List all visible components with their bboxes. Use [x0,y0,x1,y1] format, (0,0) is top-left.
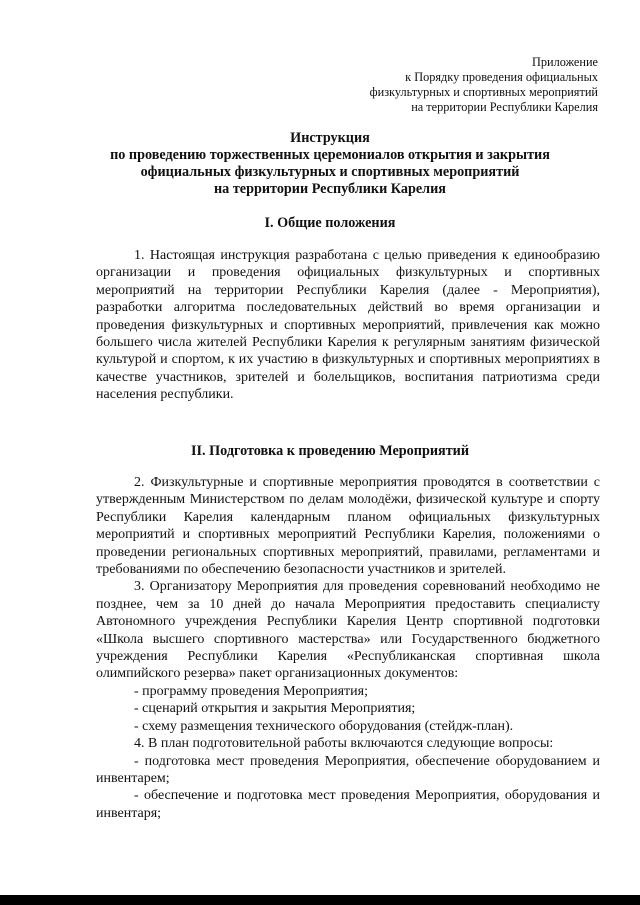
bottom-edge-bar [0,895,640,905]
appendix-line: Приложение [532,55,598,69]
section-body-general [96,247,600,404]
section-body-preparation [96,474,600,822]
paragraph-4: 4. В план подготовительной работы включаются следующие вопросы: [134,736,554,752]
appendix-note [298,55,598,115]
paragraph-3: 3. Организатору Мероприятия для проведения соревнований необходимо не позднее, чем за 10 дней до начала Мероприятия предоставить специалисту Автономного учреждения Республики Карелия Центр спортивной подготовки «Школа высшего спортивного мастерства» или Государственного бюджетного учреждения Республики Карелия «Республиканская спортивная школа олимпийского резерва» пакет организационных документов: [96,579,600,682]
list-item-preparation: - подготовка мест проведения Мероприятия, обеспечение оборудованием и инвентарем; [96,753,600,786]
paragraph-1: 1. Настоящая инструкция разработана с целью приведения к единообразию организации и проведения официальных физкультурных и спортивных мероприятий на территории Республики Карелия (далее - Мероприятия), разработки алгоритма последовательных действий во время организации и проведения физкультурных и спортивных мероприятий, привлечения как можно большего числа жителей Республики Карелия к регулярным занятиям физической культурой и спортом, к их участию в физкультурных и спортивных мероприятиях в качестве участников, зрителей и болельщиков, воспитания патриотизма среди населения республики. [96,248,600,403]
document-title [60,130,600,198]
title-line: официальных физкультурных и спортивных мероприятий [140,164,520,180]
appendix-line: к Порядку проведения официальных [405,70,598,84]
list-item-document: - схему размещения технического оборудования (стейдж-план). [134,718,514,734]
list-item-document: - сценарий открытия и закрытия Мероприятия; [134,701,416,717]
appendix-line: на территории Республики Карелия [411,100,598,114]
paragraph-2: 2. Физкультурные и спортивные мероприятия проводятся в соответствии с утвержденным Министерством по делам молодёжи, физической культуре и спорту Республики Карелия календарным планом официальных физкультурных мероприятий и спортивных мероприятий Республики Карелия, положениями о проведении региональных спортивных мероприятий, правилами, регламентами и требованиями по обеспечению безопасности участников и зрителей. [96,475,600,578]
title-line: по проведению торжественных церемониалов открытия и закрытия [110,147,550,163]
title-line: Инструкция [290,130,370,146]
section-heading-preparation: II. Подготовка к проведению Мероприятий [190,443,470,459]
appendix-line: физкультурных и спортивных мероприятий [369,85,598,99]
section-heading-general: I. Общие положения [264,215,396,231]
list-item-preparation: - обеспечение и подготовка мест проведения Мероприятия, оборудования и инвентаря; [96,788,600,821]
title-line: на территории Республики Карелия [214,181,446,197]
list-item-document: - программу проведения Мероприятия; [134,683,368,699]
